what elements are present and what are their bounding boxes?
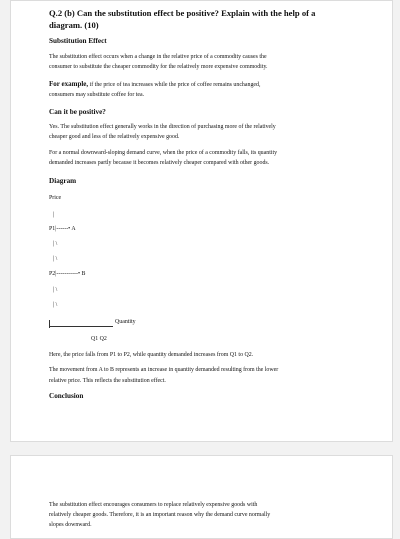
conclusion-line-1: The substitution effect encourages consumers to replace relatively expensive goods with [49, 502, 258, 508]
answer-card [10, 0, 393, 442]
question-title-line-1: Q.2 (b) Can the substitution effect be positive? Explain with the help of a [49, 8, 316, 18]
conclusion-card [10, 455, 393, 539]
price-p2-line-point-b: P2|-----------• B [49, 271, 86, 277]
paragraph-line: For a normal downward-sloping demand curve, when the price of a commodity falls, its quantity [49, 150, 278, 156]
quantity-axis-label: Quantity [115, 319, 136, 325]
price-axis-label: Price [49, 195, 62, 201]
conclusion-line-3: slopes downward. [49, 522, 92, 528]
curve-segment: | \ [53, 241, 58, 247]
paragraph-line: The substitution effect occurs when a change in the relative price of a commodity causes the [49, 54, 267, 60]
paragraph-line: consumer to substitute the cheaper commodity for the relatively more expensive commodity. [49, 64, 268, 70]
section-heading-substitution-effect: Substitution Effect [49, 37, 107, 45]
x-axis-line [49, 326, 113, 327]
explanation-line-3: relative price. This reflects the substitution effect. [49, 378, 166, 384]
example-label: For example, [49, 80, 89, 88]
quantity-tick-labels: Q1 Q2 [91, 336, 107, 342]
curve-segment: | \ [53, 287, 58, 293]
explanation-line-1: Here, the price falls from P1 to P2, while quantity demanded increases from Q1 to Q2. [49, 352, 254, 358]
curve-segment: | \ [53, 302, 58, 308]
explanation-line-2: The movement from A to B represents an increase in quantity demanded resulting from the lower [49, 367, 279, 373]
price-axis-bar: | [53, 212, 55, 218]
paragraph-line: cheaper good and less of the relatively expensive good. [49, 134, 180, 140]
curve-segment: | \ [53, 256, 58, 262]
section-heading-can-it-be-positive: Can it be positive? [49, 108, 106, 116]
example-text: if the price of tea increases while the price of coffee remains unchanged, [88, 82, 261, 88]
example-line-2: consumers may substitute coffee for tea. [49, 92, 145, 98]
conclusion-line-2: relatively cheaper goods. Therefore, it is an important reason why the demand curve normally [49, 512, 271, 518]
question-title-line-2: diagram. (10) [49, 20, 99, 30]
example-line-1 [49, 81, 260, 89]
section-heading-conclusion: Conclusion [49, 392, 84, 400]
section-heading-diagram: Diagram [49, 177, 77, 185]
price-p1-line-point-a: P1|------• A [49, 226, 76, 232]
ascii-demand-diagram [49, 196, 249, 346]
paragraph-line: Yes. The substitution effect generally works in the direction of purchasing more of the relatively [49, 124, 276, 130]
paragraph-line: demanded increases partly because it becomes relatively cheaper compared with other goods. [49, 160, 270, 166]
